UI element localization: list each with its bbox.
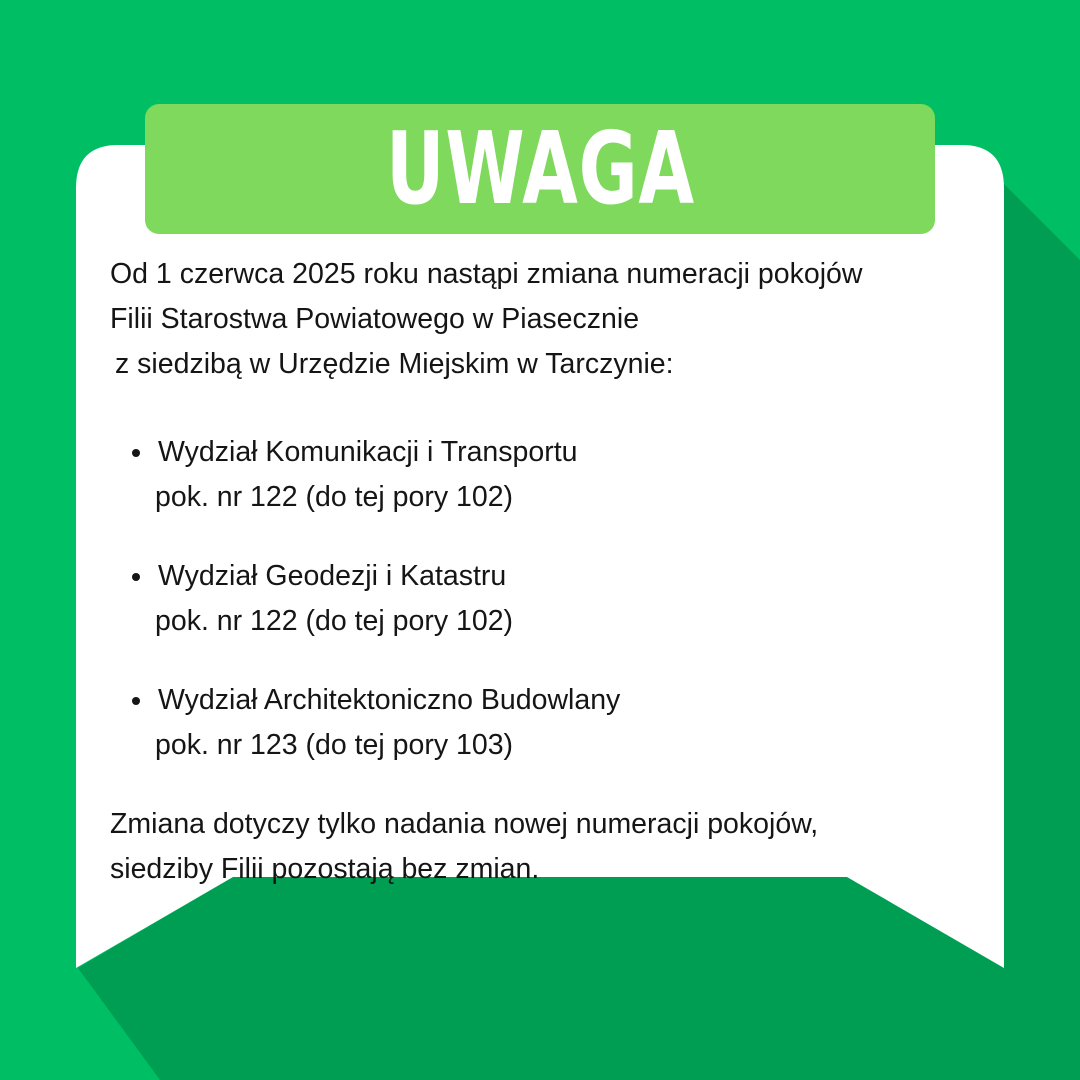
- footer-note: [110, 802, 990, 892]
- room-number: pok. nr 122 (do tej pory 102): [155, 481, 514, 513]
- intro-paragraph: [110, 252, 990, 387]
- bullet-icon: [132, 697, 140, 705]
- intro-line-2: Filii Starostwa Powiatowego w Piasecznie: [110, 303, 640, 335]
- footer-line-1: Zmiana dotyczy tylko nadania nowej numeracji pokojów,: [110, 808, 819, 840]
- notice-content: [110, 252, 990, 892]
- room-number: pok. nr 123 (do tej pory 103): [155, 729, 514, 761]
- intro-line-1: Od 1 czerwca 2025 roku nastąpi zmiana numeracji pokojów: [110, 258, 863, 290]
- list-item: [110, 554, 990, 644]
- footer-line-2: siedziby Filii pozostają bez zmian.: [110, 853, 540, 885]
- page-title: UWAGA: [385, 110, 695, 227]
- room-number: pok. nr 122 (do tej pory 102): [155, 605, 514, 637]
- department-name: Wydział Komunikacji i Transportu: [158, 436, 578, 468]
- intro-line-3: z siedzibą w Urzędzie Miejskim w Tarczynie:: [115, 348, 674, 380]
- bullet-icon: [132, 449, 140, 457]
- department-name: Wydział Geodezji i Katastru: [158, 560, 507, 592]
- list-item: [110, 430, 990, 520]
- bullet-icon: [132, 573, 140, 581]
- title-banner: [145, 104, 935, 234]
- list-item: [110, 678, 990, 768]
- department-list: [110, 430, 990, 768]
- department-name: Wydział Architektoniczno Budowlany: [158, 684, 621, 716]
